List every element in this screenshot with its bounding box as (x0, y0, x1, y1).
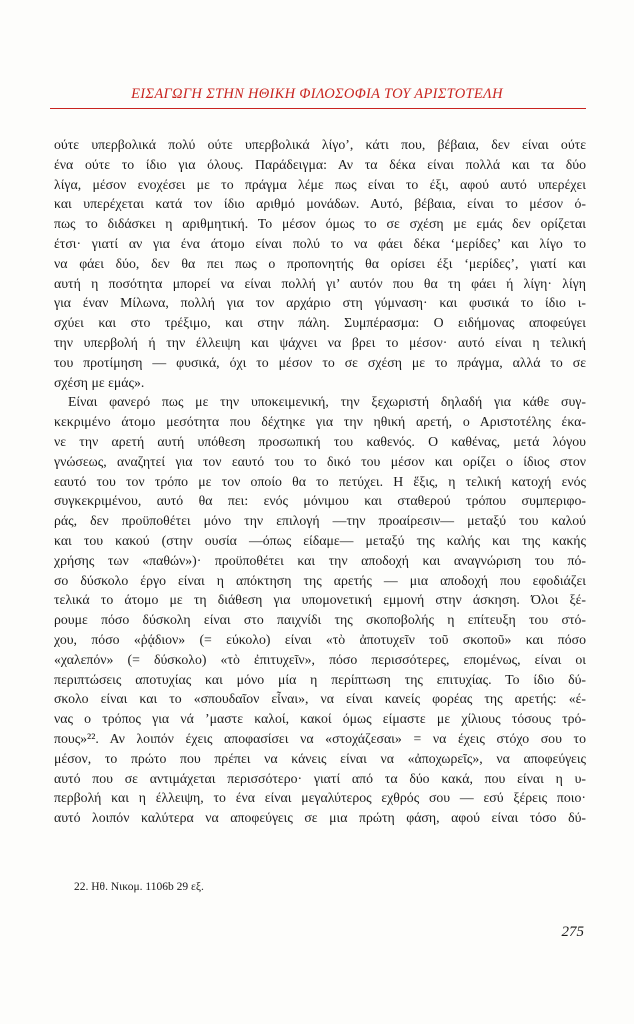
text-line: λίγα, μέσον ενοχέσει με το πράγμα λέμε πως είναι το έξι, αφού αυτό υπερέχει (54, 176, 586, 192)
text-line: ράς, δεν προϋποθέτει μόνο την επιλογή —την προαίρεσιν— μεταξύ του καλού (54, 513, 586, 529)
text-line: αυτό που σε αντιμάχεται περισσότερο· γιατί από τα δύο κακά, που είναι η υ- (54, 770, 586, 786)
text-line: Είναι φανερό πως με την υποκειμενική, την ξεχωριστή δηλαδή για κάθε συγ- (68, 394, 586, 410)
text-line: χου, πόσο «ῥᾴδιον» (= εύκολο) είναι «τὸ ἀποτυχεῖν τοῦ σκοποῦ» και πόσο (54, 631, 586, 647)
paragraph-1 (54, 135, 586, 392)
body-text (54, 135, 586, 828)
text-line: αυτή η ποσότητα μπορεί να είναι πολλή γι’ αυτόν που θα τη φάει ή λίγη· λίγη (54, 275, 586, 291)
text-line: σο δύσκολο έργο είναι η απόκτηση της αρετής — μια αποδοχή που εφοδιάζει (54, 572, 586, 588)
text-line: κεκριμένο άτομο μεσότητα που δέχτηκε για την ηθική αρετή, ο Αριστοτέλης έκα- (54, 414, 586, 430)
text-line: αυτό λοιπόν καλύτερα να αποφεύγεις σε μια πρώτη φάση, αφού είναι τόσο δύ- (54, 810, 586, 826)
text-line: σχέση με εμάς». (54, 374, 145, 390)
text-line: μέσον, το πρώτο που πρέπει να κάνεις είναι να «ἀποχωρεῖς», να αποφεύγεις (54, 750, 586, 766)
text-line: εαυτό του τον τρόπο με τον οποίο θα το πετύχει. Η ἕξις, η τελική κατοχή ενός (54, 473, 586, 489)
text-line: και υπερέχεται κατά τον ίδιο αριθμό μονάδων. Αυτό, βέβαια, είναι το μέσον ό- (54, 196, 586, 212)
text-line: την υπερβολή ή την έλλειψη και ψάχνει να βρει το μέσον· αυτό είναι η τελική (54, 334, 586, 350)
text-line: ούτε υπερβολικά πολύ ούτε υπερβολικά λίγο’, κάτι που, βέβαια, δεν είναι ούτε (54, 137, 586, 152)
text-line: ένα ούτε το ίδιο για όλους. Παράδειγμα: Αν τα δέκα είναι πολλά και τα δύο (54, 156, 586, 172)
text-line: νε την αρετή αυτή υπόθεση προσωπική του καθενός. Ο καθένας, μετά λόγου (54, 433, 586, 449)
running-head: ΕΙΣΑΓΩΓΗ ΣΤΗΝ ΗΘΙΚΗ ΦΙΛΟΣΟΦΙΑ ΤΟΥ ΑΡΙΣΤΟΤΕΛΗ (131, 86, 503, 102)
text-line: πους»²². Αν λοιπόν έχεις αποφασίσει να «στοχάζεσαι» = να έχεις στόχο σου το (54, 730, 586, 746)
text-line: σχύει και στο τρέξιμο, και στην πάλη. Συμπέρασμα: Ο ειδήμονας αποφεύγει (54, 315, 586, 331)
header-rule (50, 108, 586, 109)
text-line: συγκεκριμένου, αυτό θα πει: ενός μόνιμου και σταθερού τρόπου συμπεριφο- (54, 493, 586, 509)
text-line: πως το διδάσκει η αριθμητική. Το μέσον όμως το σε σχέση με εμάς δεν ορίζεται (54, 216, 586, 232)
text-line: για έναν Μίλωνα, πολλή για τον αρχάριο στη γύμναση· και φυσικά το ίδιο ι- (54, 295, 586, 311)
text-line: σκολο είναι και το «σπουδαῖον εἶναι», να είναι κανείς φορέας της αρετής: «έ- (54, 691, 586, 707)
text-line: νας ο τρόπος για νά ’μαστε καλοί, κακοί όμως είμαστε με χίλιους τόσους τρό- (54, 711, 586, 727)
footnote: 22. Ηθ. Νικομ. 1106b 29 εξ. (74, 881, 204, 893)
text-line: του προτίμηση — φυσικά, όχι το μέσον το σε σχέση με το πράγμα, αλλά το σε (54, 354, 586, 370)
text-line: χρήσης των «παθών»)· προϋποθέτει και την αποδοχή και αναγνώριση του πό- (54, 552, 586, 568)
text-line: τελικά το άτομο με τη διάθεση για υπομονετική εμμονή στην άσκηση. Όλοι ξέ- (54, 592, 586, 608)
page-number: 275 (561, 924, 584, 940)
text-line: γνώσεως, αναζητεί για τον εαυτό του το δικό του μέσον και ορίζει ο ίδιος στον (54, 453, 586, 469)
text-line: περβολή και η έλλειψη, το ένα είναι μεγαλύτερος εχθρός σου — εσύ ξέρεις ποιο· (54, 790, 586, 806)
paragraph-2 (54, 392, 586, 828)
text-line: να φάει δύο, δεν θα πει πως ο προπονητής θα ορίσει έξι ‘μερίδες’, γιατί και (54, 255, 586, 271)
text-line: περιπτώσεις αποτυχίας και μόνο μία η περίπτωση της επιτυχίας. Το ίδιο δύ- (54, 671, 586, 687)
text-line: ρουμε πόσο δύσκολη είναι στο παιχνίδι της σκοποβολής η επίτευξη του στό- (54, 612, 586, 628)
text-line: έτσι· γιατί αν για ένα άτομο είναι πολύ το να φάει δέκα ‘μερίδες’ και λίγο το (54, 235, 586, 251)
text-line: «χαλεπόν» (= δύσκολο) «τὸ ἐπιτυχεῖν», πόσο περισσότερες, επομένως, είναι οι (54, 651, 586, 667)
text-line: και του κακού (στην ουσία —όπως είδαμε— μεταξύ της καλής και της κακής (54, 532, 586, 548)
